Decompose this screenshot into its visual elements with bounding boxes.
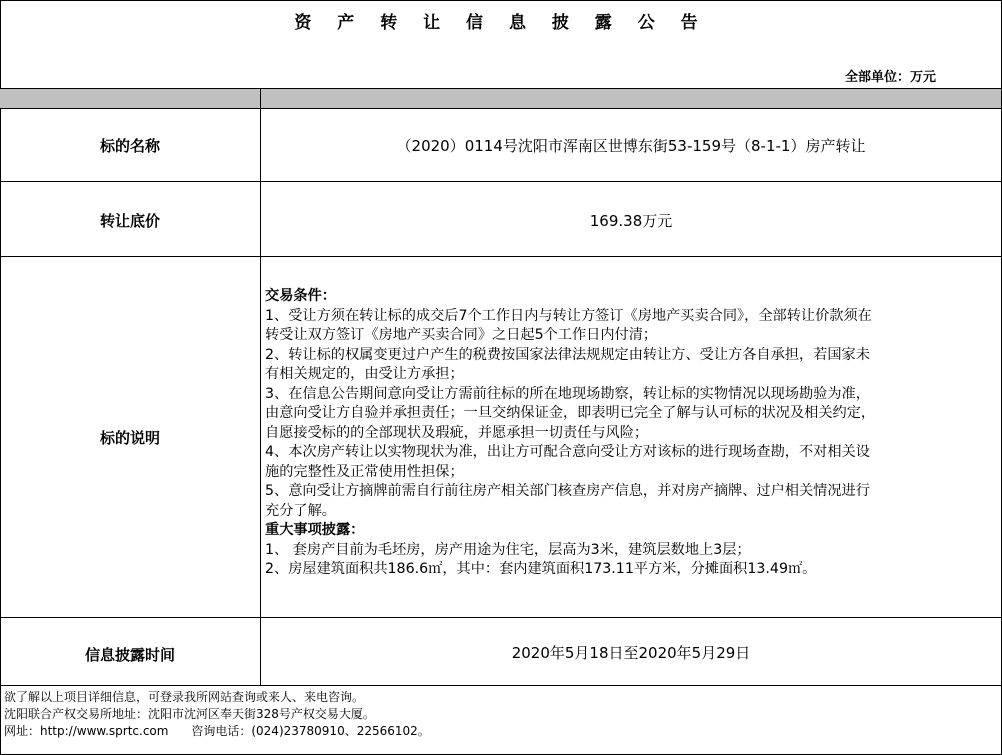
footer-line: 沈阳联合产权交易所地址：沈阳市沈河区奉天街328号产权交易大厦。 — [4, 707, 375, 721]
desc-line: 2、转让标的权属变更过户产生的税费按国家法律法规规定由转让方、受让方各自承担，若国家未 — [265, 346, 870, 363]
value-subject-name: （2020）0114号沈阳市浑南区世博东街53-159号（8-1-1）房产转让 — [396, 137, 866, 155]
desc-line: 施的完整性及正常使用性担保； — [265, 463, 464, 480]
footer-line: 网址：http://www.sprtc.com 咨询电话：(024)23780910、22566102。 — [4, 724, 430, 738]
label-disclosure-time: 信息披露时间 — [84, 646, 175, 664]
desc-line: 转受让双方签订《房地产买卖合同》之日起5个工作日内付清； — [265, 327, 658, 343]
desc-line: 充分了解。 — [265, 502, 336, 519]
footer — [4, 689, 430, 740]
row-divider — [0, 181, 1002, 182]
desc-line: 有相关规定的，由受让方承担； — [265, 366, 464, 382]
page-title: 资 产 转 让 信 息 披 露 公 告 — [294, 13, 708, 33]
desc-line: 4、本次房产转让以实物现状为准，出让方可配合意向受让方对该标的进行现场查勘，不对相关设 — [265, 444, 870, 460]
footer-line: 欲了解以上项目详细信息，可登录我所网站查询或来人、来电咨询。 — [4, 690, 365, 704]
label-reserve-price: 转让底价 — [99, 212, 160, 230]
desc-line: 自愿接受标的的全部现状及瑕疵，并愿承担一切责任与风险； — [265, 424, 649, 441]
row-divider — [0, 256, 1002, 257]
unit-note: 全部单位：万元 — [844, 70, 936, 85]
subject-description — [265, 287, 999, 580]
label-subject-description: 标的说明 — [99, 429, 160, 447]
major-disclosure-heading: 重大事项披露： — [265, 522, 365, 538]
row-divider — [0, 685, 1002, 686]
table-header-bar — [0, 88, 1001, 109]
desc-line: 5、意向受让方摘牌前需自行前往房产相关部门核查房产信息，并对房产摘牌、过户相关情况进行 — [265, 483, 870, 499]
column-divider — [260, 88, 261, 617]
desc-line: 1、受让方须在转让标的成交后7个工作日内与转让方签订《房地产买卖合同》，全部转让价款须在 — [265, 307, 872, 324]
desc-line: 3、在信息公告期间意向受让方需前往标的所在地现场勘察，转让标的实物情况以现场勘验为准， — [265, 385, 870, 402]
row-divider — [0, 617, 1002, 618]
disclosure-line: 1、 套房产目前为毛坯房，房产用途为住宅，层高为3米，建筑层数地上3层； — [265, 541, 751, 558]
trade-conditions-heading: 交易条件： — [265, 288, 336, 304]
value-reserve-price: 169.38万元 — [589, 212, 673, 230]
value-disclosure-time: 2020年5月18日至2020年5月29日 — [511, 644, 751, 662]
desc-line: 由意向受让方自验并承担责任；一旦交纳保证金，即表明已完全了解与认可标的状况及相关约定， — [265, 405, 876, 421]
label-subject-name: 标的名称 — [99, 137, 160, 155]
disclosure-line: 2、房屋建筑面积共186.6㎡，其中：套内建筑面积173.11平方米，分摊面积13.49㎡。 — [265, 561, 817, 577]
